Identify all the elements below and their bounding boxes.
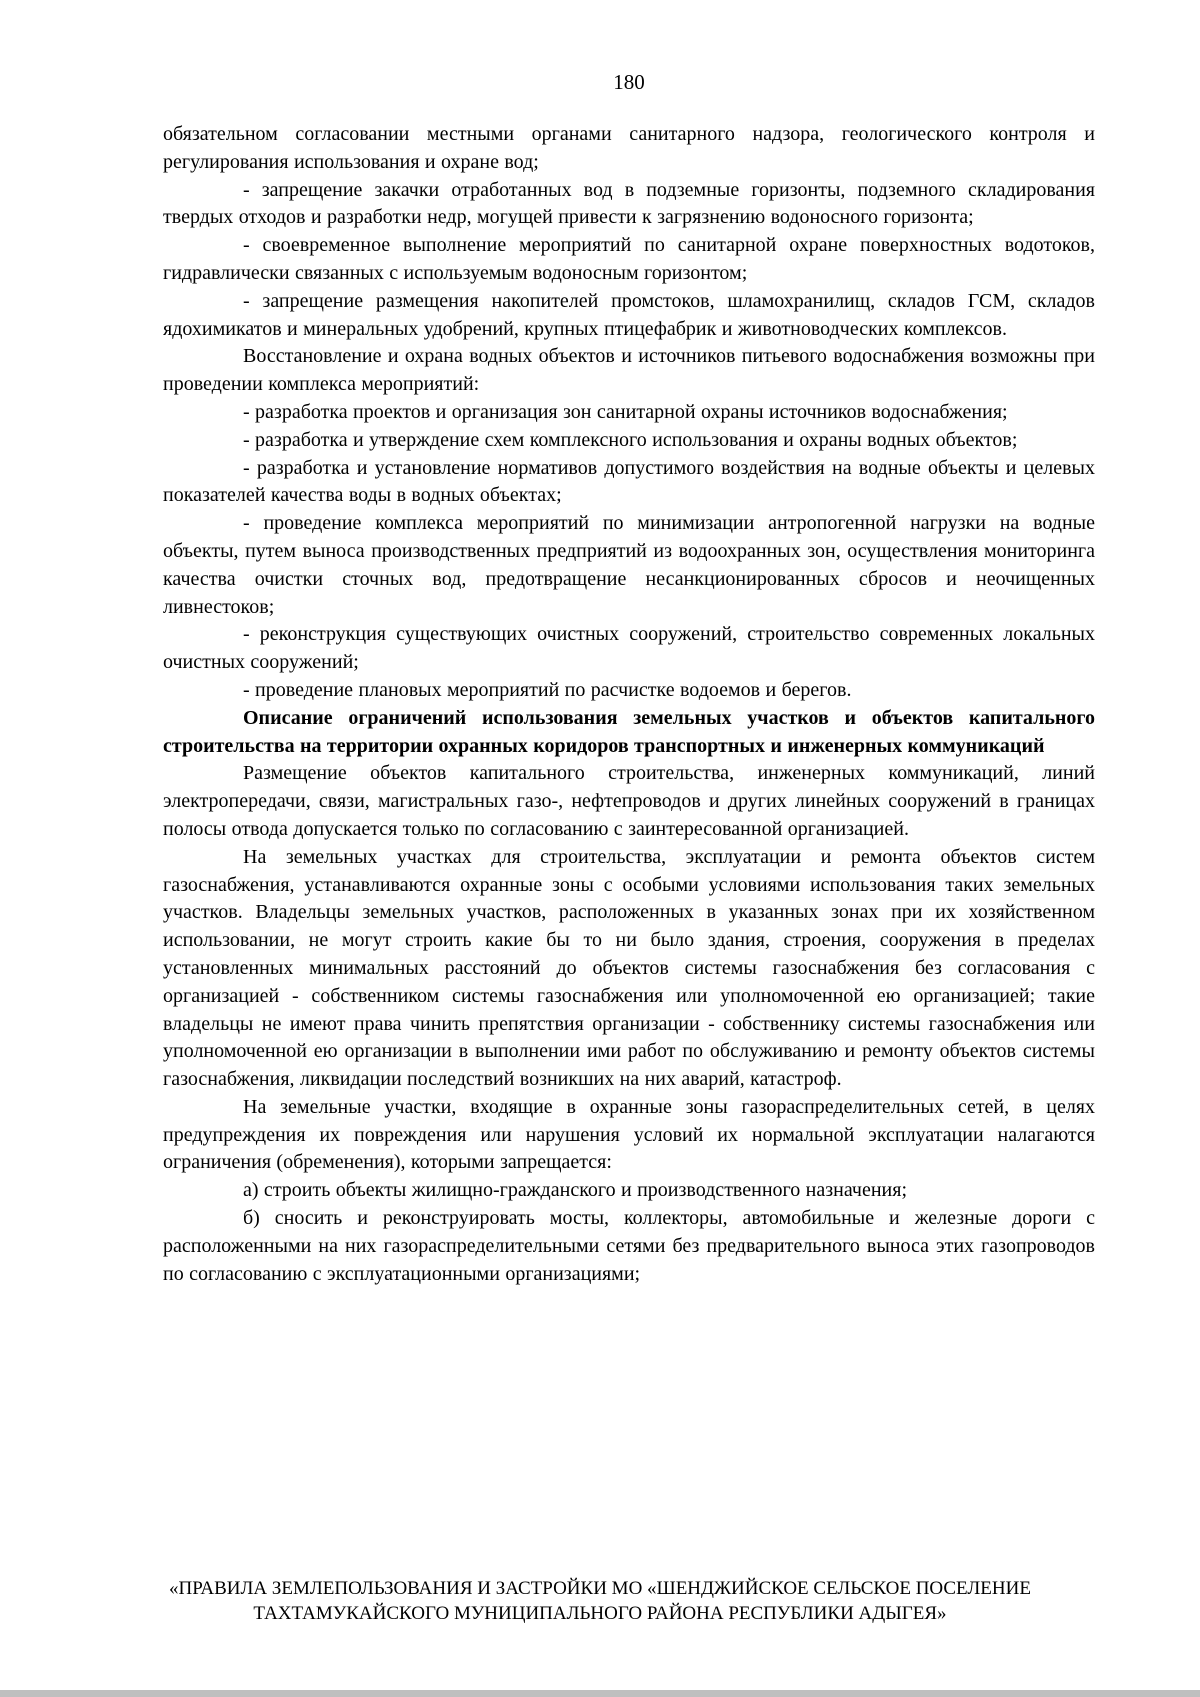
paragraph: - разработка проектов и организация зон санитарной охраны источников водоснабжения; [243, 400, 1008, 423]
footer-line-2: ТАХТАМУКАЙСКОГО МУНИЦИПАЛЬНОГО РАЙОНА РЕСПУБЛИКИ АДЫГЕЯ» [253, 1603, 947, 1624]
scan-bottom-edge [0, 1690, 1200, 1697]
paragraph: На земельных участках для строительства, эксплуатации и ремонта объектов систем газоснабжения, устанавливаются охранные зоны с особыми условиями использования таких земельных участков. Владельцы земельных участков, расположенных в указанных зонах при их хозяйственном использовании, не могут строить какие бы то ни было здания, строения, сооружения в пределах установленных минимальных расстояний до объектов системы газоснабжения без согласования с организацией - собственником системы газоснабжения или уполномоченной ею организацией; такие владельцы не имеют права чинить препятствия организации - собственнику системы газоснабжения или уполномоченной ею организации в выполнении ими работ по обслуживанию и ремонту объектов системы газоснабжения, ликвидации последствий возникших на них аварий, катастроф. [163, 845, 1095, 1091]
paragraph: - разработка и установление нормативов допустимого воздействия на водные объекты и целевых показателей качества воды в водных объектах; [163, 456, 1095, 507]
paragraph: - разработка и утверждение схем комплексного использования и охраны водных объектов; [243, 428, 1018, 451]
paragraph: - своевременное выполнение мероприятий по санитарной охране поверхностных водотоков, гидравлически связанных с используемым водоносным горизонтом; [163, 234, 1095, 284]
footer-line-1: «ПРАВИЛА ЗЕМЛЕПОЛЬЗОВАНИЯ И ЗАСТРОЙКИ МО «ШЕНДЖИЙСКОЕ СЕЛЬСКОЕ ПОСЕЛЕНИЕ [169, 1578, 1031, 1599]
paragraph: б) сносить и реконструировать мосты, коллекторы, автомобильные и железные дороги с расположенными на них газораспределительными сетями без предварительного выноса этих газопроводов по согласованию с эксплуатационными организациями; [163, 1207, 1095, 1285]
paragraph: - запрещение закачки отработанных вод в подземные горизонты, подземного складирования твердых отходов и разработки недр, могущей привести к загрязнению водоносного горизонта; [163, 178, 1095, 229]
page-footer [0, 1576, 1200, 1626]
page-number: 180 [613, 70, 645, 94]
paragraph: - реконструкция существующих очистных сооружений, строительство современных локальных очистных сооружений; [163, 623, 1095, 674]
paragraph: - проведение плановых мероприятий по расчистке водоемов и берегов. [243, 678, 852, 701]
document-body [163, 121, 1095, 1288]
paragraph: Восстановление и охрана водных объектов и источников питьевого водоснабжения возможны при проведении комплекса мероприятий: [163, 345, 1095, 396]
paragraph: - проведение комплекса мероприятий по минимизации антропогенной нагрузки на водные объекты, путем выноса производственных предприятий из водоохранных зон, осуществления мониторинга качества очистки сточных вод, предотвращение несанкционированных сбросов и неочищенных ливнестоков; [163, 512, 1095, 618]
paragraph: обязательном согласовании местными органами санитарного надзора, геологического контроля и регулирования использования и охране вод; [163, 123, 1095, 173]
paragraph: На земельные участки, входящие в охранные зоны газораспределительных сетей, в целях предупреждения их повреждения или нарушения условий их нормальной эксплуатации налагаются ограничения (обременения), которыми запрещается: [163, 1095, 1095, 1174]
paragraph: Размещение объектов капитального строительства, инженерных коммуникаций, линий электропередачи, связи, магистральных газо-, нефтепроводов и других линейных сооружений в границах полосы отвода допускается только по согласованию с заинтересованной организацией. [163, 762, 1095, 840]
paragraph: а) строить объекты жилищно-гражданского и производственного назначения; [243, 1179, 908, 1202]
section-heading: Описание ограничений использования земельных участков и объектов капитального строительства на территории охранных коридоров транспортных и инженерных коммуникаций [163, 706, 1095, 757]
paragraph: - запрещение размещения накопителей промстоков, шламохранилищ, складов ГСМ, складов ядохимикатов и минеральных удобрений, крупных птицефабрик и животноводческих комплексов. [163, 289, 1095, 340]
